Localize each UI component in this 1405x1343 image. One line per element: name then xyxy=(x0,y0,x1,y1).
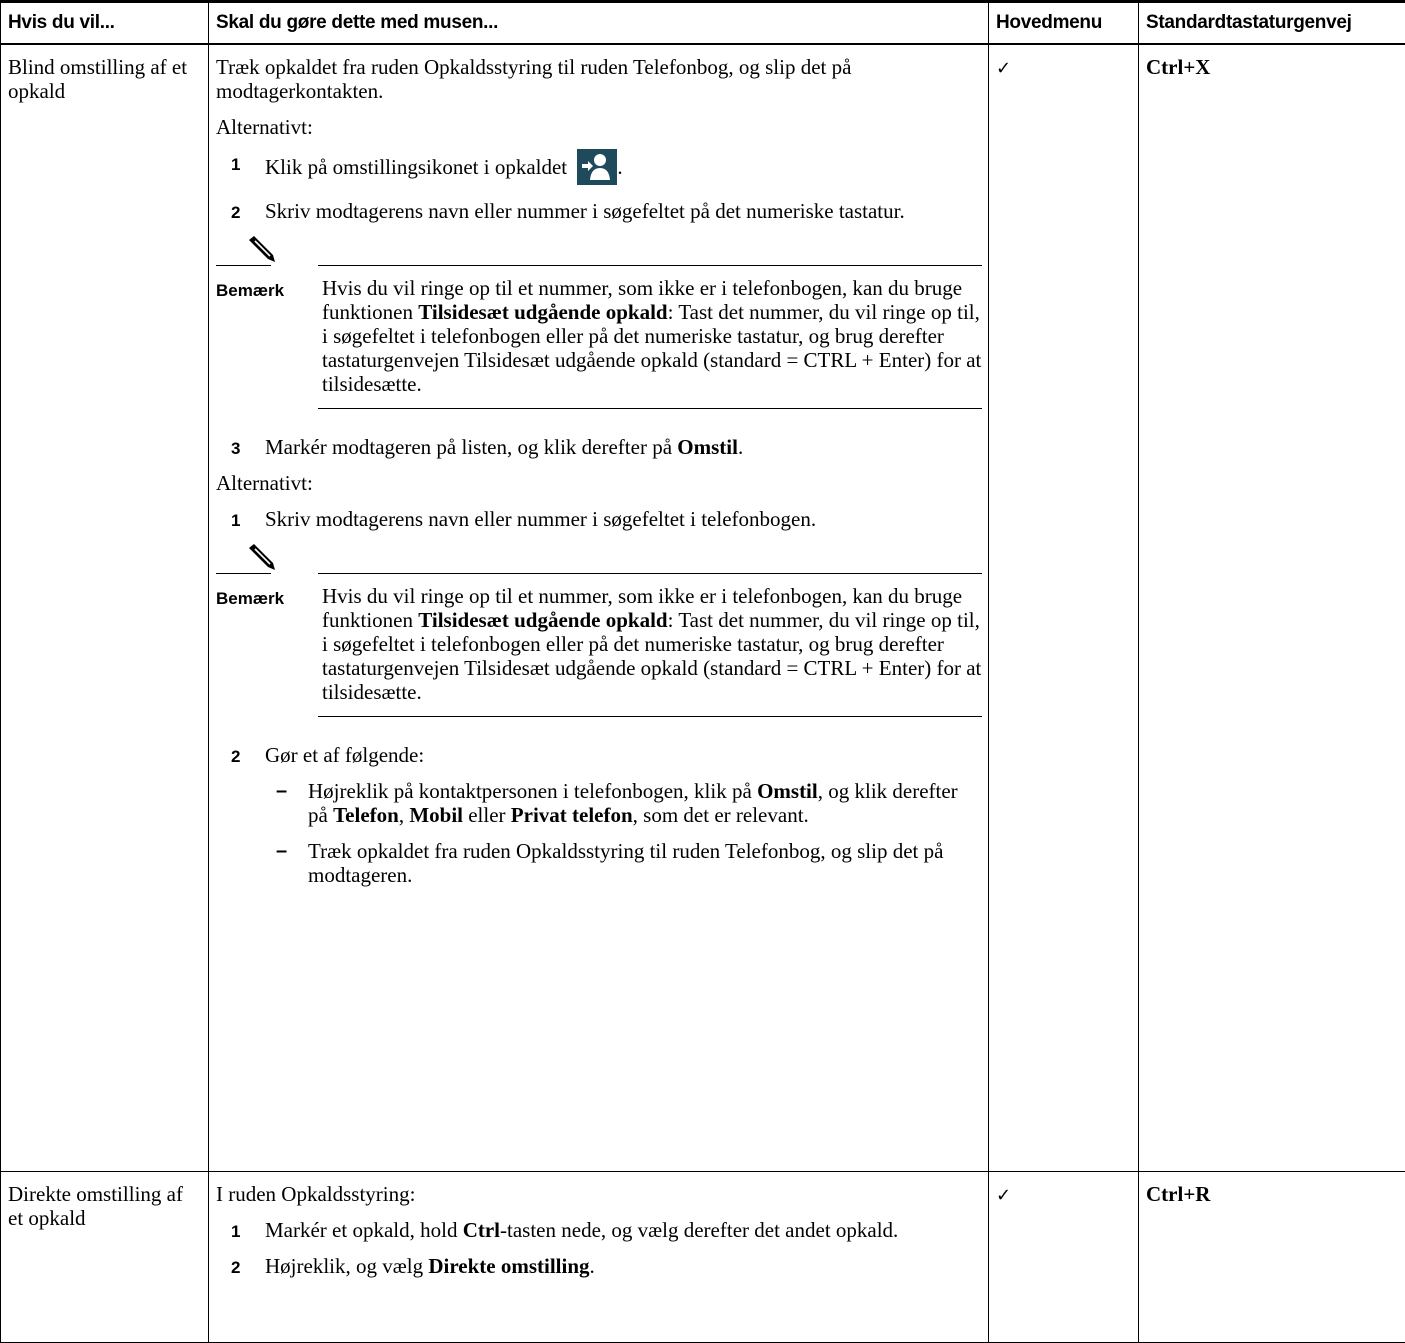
dash-item: – Højreklik på kontaktpersonen i telefonbogen, klik på Omstil, og klik derefter på Telefon, Mobil eller Privat telefon, som det er relevant. xyxy=(216,779,982,827)
note-text: Hvis du vil ringe op til et nummer, som ikke er i telefonbogen, kan du bruge funktionen Tilsidesæt udgående opkald: Tast det nummer, du vil ringe op til, i søgefeltet i telefonbogen eller på det numeriske tastatur, og brug derefter tastaturgenvejen Tilsidesæt udgående opkald (standard = CTRL + Enter) for at tilsidesætte. xyxy=(322,584,982,704)
dash-item xyxy=(216,839,982,887)
step-number: 2 xyxy=(231,745,240,769)
note-text: Hvis du vil ringe op til et nummer, som ikke er i telefonbogen, kan du bruge funktionen Tilsidesæt udgående opkald: Tast det nummer, du vil ringe op til, i søgefeltet i telefonbogen eller på det numeriske tastatur, og brug derefter tastaturgenvejen Tilsidesæt udgående opkald (standard = CTRL + Enter) for at tilsidesætte. xyxy=(322,276,982,396)
action-cell xyxy=(209,44,989,1172)
menu-cell xyxy=(989,44,1139,1172)
step-text: Skriv modtagerens navn eller nummer i søgefeltet på det numeriske tastatur. xyxy=(265,199,905,223)
step-item xyxy=(216,507,982,531)
header-main-menu: Hovedmenu xyxy=(989,2,1139,45)
intro-text: Træk opkaldet fra ruden Opkaldsstyring til ruden Telefonbog, og slip det på modtagerkontakten. xyxy=(216,55,982,103)
step-item xyxy=(216,199,982,223)
step-item: 1 Markér et opkald, hold Ctrl-tasten nede, og vælg derefter det andet opkald. xyxy=(216,1218,982,1242)
menu-cell xyxy=(989,1172,1139,1343)
step-item: 3 Markér modtageren på listen, og klik derefter på Omstil. xyxy=(216,435,982,459)
header-keyboard-shortcut: Standardtastaturgenvej xyxy=(1139,2,1405,45)
note-rule xyxy=(216,265,271,266)
task-cell xyxy=(1,1172,209,1343)
table-row xyxy=(1,44,1405,1172)
action-cell xyxy=(209,1172,989,1343)
dash-bullet: – xyxy=(276,839,287,863)
step-text: Klik på omstillingsikonet i opkaldet xyxy=(265,155,567,179)
alternative-label: Alternativt: xyxy=(216,115,982,139)
note-rule xyxy=(216,573,271,574)
dash-text: Træk opkaldet fra ruden Opkaldsstyring til ruden Telefonbog, og slip det på modtageren. xyxy=(308,839,943,887)
step-number: 1 xyxy=(231,1220,240,1244)
step-text: Gør et af følgende: xyxy=(265,743,424,767)
step-number: 2 xyxy=(231,1256,240,1280)
step-number: 1 xyxy=(231,153,240,177)
transfer-icon xyxy=(577,149,617,185)
checkmark-icon: ✓ xyxy=(996,58,1011,79)
step-item: 2 Højreklik, og vælg Direkte omstilling. xyxy=(216,1254,982,1278)
note-label: Bemærk xyxy=(216,279,284,303)
note-body xyxy=(318,235,982,409)
shortcut-label: Ctrl+R xyxy=(1146,1182,1210,1206)
note-block xyxy=(216,235,982,409)
dash-bullet: – xyxy=(276,779,287,803)
shortcut-label: Ctrl+X xyxy=(1146,55,1210,79)
shortcut-cell xyxy=(1139,44,1405,1172)
pencil-note-icon xyxy=(246,235,276,263)
table-row xyxy=(1,1172,1405,1343)
step-item xyxy=(216,151,982,187)
step-text: Skriv modtagerens navn eller nummer i søgefeltet i telefonbogen. xyxy=(265,507,816,531)
task-label: Blind omstilling af et opkald xyxy=(8,55,187,103)
task-label: Direkte omstilling af et opkald xyxy=(8,1182,183,1230)
step-text-end: . xyxy=(617,155,622,179)
task-cell xyxy=(1,44,209,1172)
note-block xyxy=(216,543,982,717)
alternative-label: Alternativt: xyxy=(216,471,982,495)
step-item xyxy=(216,743,982,767)
header-mouse-action: Skal du gøre dette med musen... xyxy=(209,2,989,45)
header-task: Hvis du vil... xyxy=(1,2,209,45)
pencil-note-icon xyxy=(246,543,276,571)
step-number: 2 xyxy=(231,201,240,225)
note-label: Bemærk xyxy=(216,587,284,611)
step-number: 1 xyxy=(231,509,240,533)
table-header-row xyxy=(1,2,1405,45)
note-body xyxy=(318,543,982,717)
intro-text: I ruden Opkaldsstyring: xyxy=(216,1182,982,1206)
shortcut-cell xyxy=(1139,1172,1405,1343)
checkmark-icon: ✓ xyxy=(996,1185,1011,1206)
step-number: 3 xyxy=(231,437,240,461)
